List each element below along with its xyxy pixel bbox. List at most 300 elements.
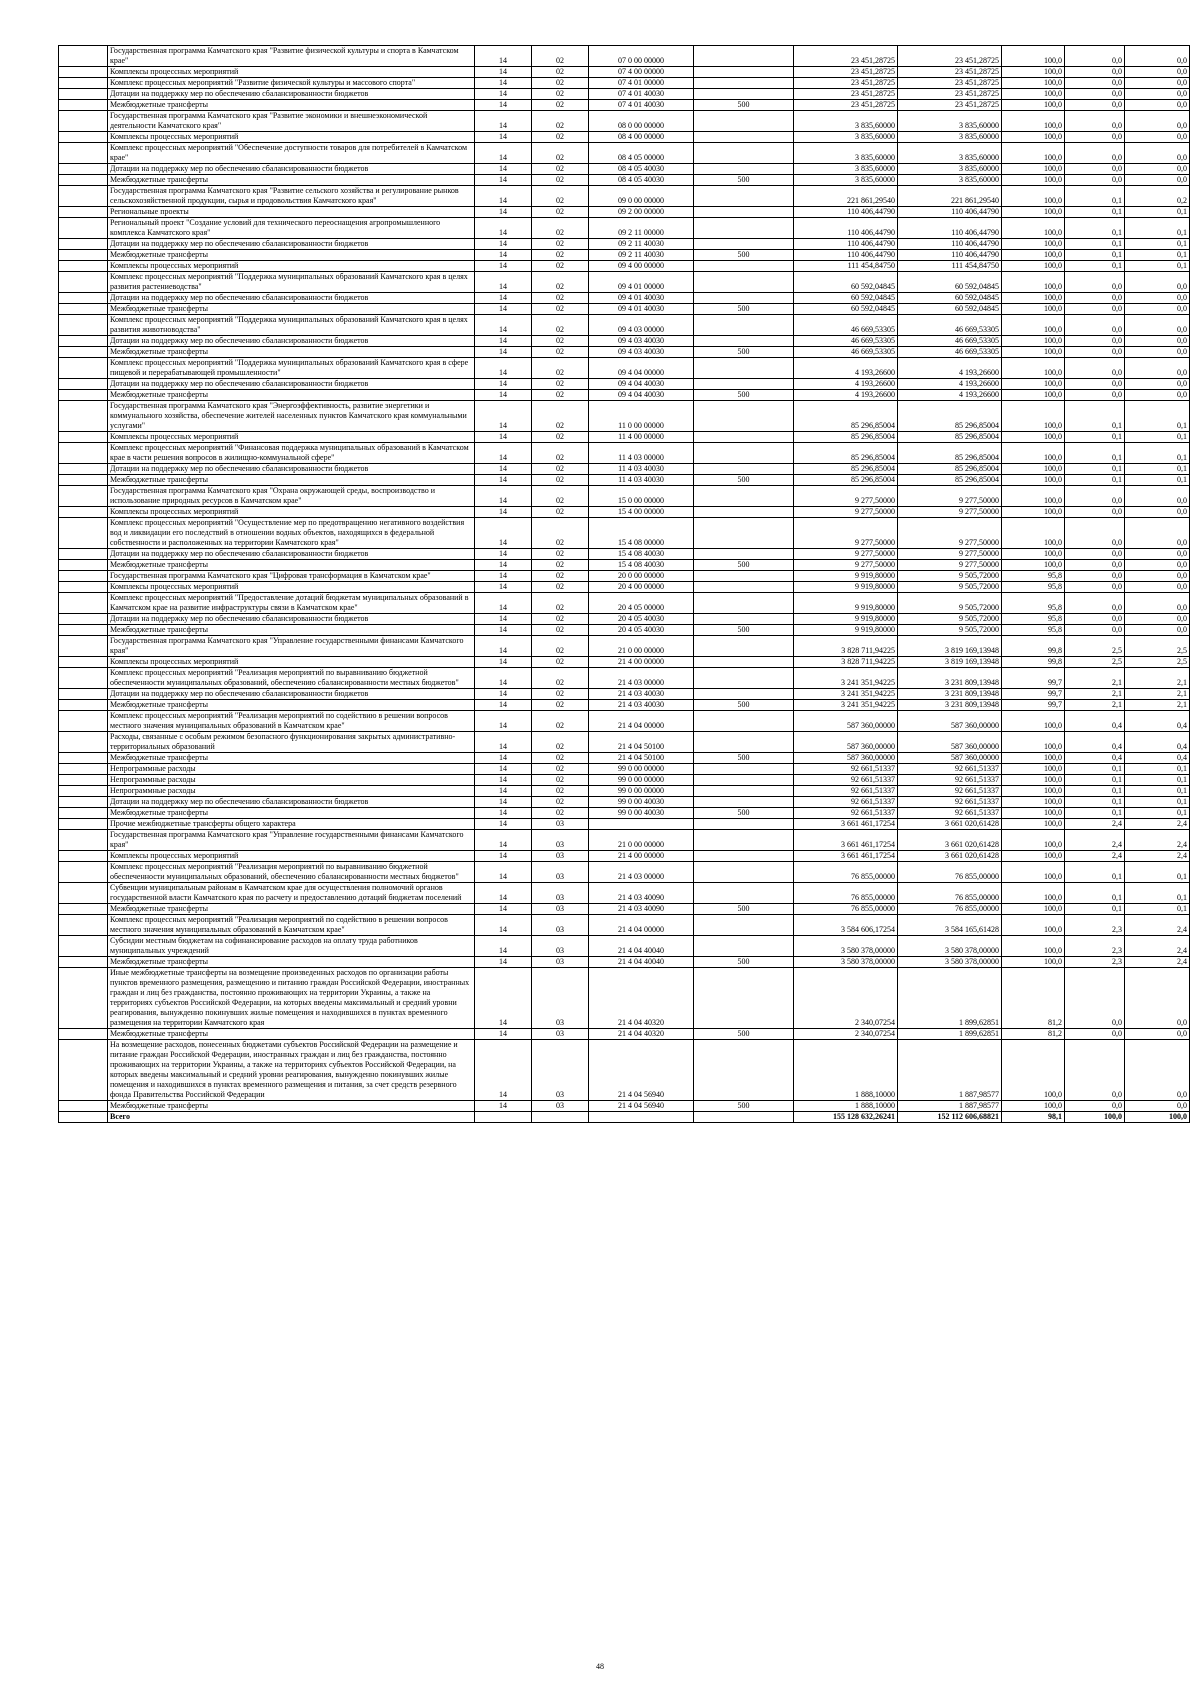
row-subsection: 02 [532, 732, 589, 753]
row-expense-type: 500 [694, 175, 794, 186]
row-blank-cell [59, 614, 108, 625]
row-subsection: 02 [532, 401, 589, 432]
table-row [59, 67, 1190, 78]
row-execution: 9 277,50000 [898, 518, 1002, 549]
row-execution: 152 112 606,68821 [898, 1112, 1002, 1123]
row-execution: 1 899,62851 [898, 1029, 1002, 1040]
row-expense-type [694, 732, 794, 753]
row-expense-type: 500 [694, 475, 794, 486]
row-target-article: 21 4 04 50100 [589, 732, 694, 753]
table-row [59, 507, 1190, 518]
row-share-2: 0,2 [1125, 186, 1190, 207]
table-row [59, 808, 1190, 819]
row-subsection: 02 [532, 379, 589, 390]
row-percent: 100,0 [1002, 1040, 1065, 1101]
row-subsection: 02 [532, 808, 589, 819]
row-target-article: 11 4 03 40030 [589, 475, 694, 486]
row-name: Субсидии местным бюджетам на софинансирование расходов на оплату труда работников муниципальных учреждений [108, 936, 475, 957]
row-percent: 100,0 [1002, 304, 1065, 315]
row-target-article: 08 4 05 40030 [589, 175, 694, 186]
row-name: Межбюджетные трансферты [108, 700, 475, 711]
table-row [59, 1040, 1190, 1101]
row-target-article: 09 4 01 40030 [589, 293, 694, 304]
row-section: 14 [475, 347, 532, 358]
row-target-article: 07 4 00 00000 [589, 67, 694, 78]
row-plan: 9 919,80000 [794, 593, 898, 614]
row-name: Непрограммные расходы [108, 786, 475, 797]
table-row [59, 797, 1190, 808]
row-share-1: 2,3 [1065, 957, 1125, 968]
row-execution: 587 360,00000 [898, 732, 1002, 753]
row-name: Комплексы процессных мероприятий [108, 582, 475, 593]
row-execution: 23 451,28725 [898, 67, 1002, 78]
row-execution: 76 855,00000 [898, 904, 1002, 915]
row-execution: 9 277,50000 [898, 549, 1002, 560]
row-section: 14 [475, 1101, 532, 1112]
row-name: Межбюджетные трансферты [108, 1029, 475, 1040]
row-expense-type: 500 [694, 625, 794, 636]
row-execution: 85 296,85004 [898, 401, 1002, 432]
row-expense-type: 500 [694, 100, 794, 111]
row-expense-type [694, 711, 794, 732]
row-target-article: 15 0 00 00000 [589, 486, 694, 507]
row-expense-type: 500 [694, 904, 794, 915]
row-subsection: 02 [532, 164, 589, 175]
row-blank-cell [59, 636, 108, 657]
row-percent: 100,0 [1002, 486, 1065, 507]
row-subsection: 02 [532, 272, 589, 293]
row-percent: 100,0 [1002, 560, 1065, 571]
row-subsection: 02 [532, 571, 589, 582]
row-share-2: 0,1 [1125, 401, 1190, 432]
row-percent: 100,0 [1002, 218, 1065, 239]
row-blank-cell [59, 936, 108, 957]
row-name: Непрограммные расходы [108, 775, 475, 786]
row-percent: 100,0 [1002, 250, 1065, 261]
row-expense-type [694, 432, 794, 443]
row-expense-type [694, 272, 794, 293]
row-target-article: 15 4 08 40030 [589, 560, 694, 571]
row-section: 14 [475, 593, 532, 614]
row-subsection: 02 [532, 132, 589, 143]
row-percent: 100,0 [1002, 830, 1065, 851]
row-plan: 1 888,10000 [794, 1101, 898, 1112]
table-row [59, 78, 1190, 89]
row-expense-type: 500 [694, 1029, 794, 1040]
row-name: Межбюджетные трансферты [108, 175, 475, 186]
row-share-2: 2,1 [1125, 689, 1190, 700]
row-target-article: 99 0 00 40030 [589, 808, 694, 819]
row-share-1: 2,5 [1065, 636, 1125, 657]
row-section: 14 [475, 132, 532, 143]
table-row [59, 764, 1190, 775]
row-percent: 100,0 [1002, 1101, 1065, 1112]
table-row [59, 1101, 1190, 1112]
row-subsection: 02 [532, 700, 589, 711]
row-execution: 1 887,98577 [898, 1040, 1002, 1101]
row-share-2: 0,0 [1125, 625, 1190, 636]
table-row [59, 379, 1190, 390]
row-share-2: 0,0 [1125, 164, 1190, 175]
row-expense-type: 500 [694, 560, 794, 571]
row-target-article: 15 4 08 00000 [589, 518, 694, 549]
row-target-article: 09 2 11 40030 [589, 250, 694, 261]
row-section: 14 [475, 636, 532, 657]
row-percent: 100,0 [1002, 549, 1065, 560]
row-section: 14 [475, 186, 532, 207]
row-plan: 3 241 351,94225 [794, 700, 898, 711]
row-percent: 100,0 [1002, 100, 1065, 111]
row-share-2: 0,0 [1125, 549, 1190, 560]
table-row [59, 132, 1190, 143]
row-execution: 9 505,72000 [898, 614, 1002, 625]
row-percent: 100,0 [1002, 143, 1065, 164]
row-name: Комплекс процессных мероприятий "Осуществление мер по предотвращению негативного воздействия вод и ликвидации его последствий в отношении водных объектов, находящихся в федеральной собственности и расположенных на территории Камчатского края" [108, 518, 475, 549]
row-share-2: 2,4 [1125, 830, 1190, 851]
row-share-2: 0,1 [1125, 261, 1190, 272]
table-row [59, 46, 1190, 67]
row-target-article: 09 0 00 00000 [589, 186, 694, 207]
row-section: 14 [475, 819, 532, 830]
row-share-2: 0,1 [1125, 464, 1190, 475]
row-name: Комплекс процессных мероприятий "Реализация мероприятий по содействию в решении вопросов местного значения муниципальных образований в Камчатском крае" [108, 711, 475, 732]
row-blank-cell [59, 657, 108, 668]
row-name: Межбюджетные трансферты [108, 1101, 475, 1112]
row-subsection: 02 [532, 186, 589, 207]
table-row [59, 336, 1190, 347]
row-percent: 100,0 [1002, 379, 1065, 390]
row-share-1: 0,1 [1065, 862, 1125, 883]
row-blank-cell [59, 486, 108, 507]
row-execution: 3 231 809,13948 [898, 668, 1002, 689]
row-subsection: 02 [532, 443, 589, 464]
row-share-1: 2,4 [1065, 819, 1125, 830]
row-subsection: 02 [532, 464, 589, 475]
row-name: Комплекс процессных мероприятий "Реализация мероприятий по выравниванию бюджетной обеспеченности муниципальных образований, обеспечению сбалансированности местных бюджетов" [108, 668, 475, 689]
table-row [59, 830, 1190, 851]
row-plan: 9 277,50000 [794, 486, 898, 507]
row-percent: 81,2 [1002, 1029, 1065, 1040]
row-share-1: 0,0 [1065, 315, 1125, 336]
table-row [59, 486, 1190, 507]
row-subsection: 02 [532, 625, 589, 636]
table-row [59, 272, 1190, 293]
row-execution: 46 669,53305 [898, 336, 1002, 347]
row-subsection: 02 [532, 775, 589, 786]
row-section: 14 [475, 46, 532, 67]
row-plan: 3 835,60000 [794, 111, 898, 132]
row-blank-cell [59, 186, 108, 207]
row-target-article: 21 4 03 00000 [589, 862, 694, 883]
row-percent: 100,0 [1002, 432, 1065, 443]
row-percent: 100,0 [1002, 78, 1065, 89]
row-percent: 100,0 [1002, 336, 1065, 347]
row-share-1: 0,0 [1065, 143, 1125, 164]
row-blank-cell [59, 293, 108, 304]
row-subsection [532, 1112, 589, 1123]
row-section: 14 [475, 830, 532, 851]
row-expense-type [694, 689, 794, 700]
row-subsection: 02 [532, 797, 589, 808]
row-target-article: 15 4 08 40030 [589, 549, 694, 560]
row-share-2: 0,0 [1125, 293, 1190, 304]
row-share-1: 0,0 [1065, 272, 1125, 293]
row-section: 14 [475, 390, 532, 401]
row-execution: 587 360,00000 [898, 711, 1002, 732]
row-share-2: 0,0 [1125, 272, 1190, 293]
table-row [59, 968, 1190, 1029]
row-target-article: 11 4 03 40030 [589, 464, 694, 475]
table-row [59, 775, 1190, 786]
table-total-row [59, 1112, 1190, 1123]
row-expense-type: 500 [694, 753, 794, 764]
row-section [475, 1112, 532, 1123]
row-plan: 2 340,07254 [794, 968, 898, 1029]
row-target-article [589, 1112, 694, 1123]
row-percent: 95,8 [1002, 614, 1065, 625]
row-subsection: 02 [532, 711, 589, 732]
row-expense-type: 500 [694, 700, 794, 711]
row-percent: 100,0 [1002, 819, 1065, 830]
table-row [59, 582, 1190, 593]
row-percent: 100,0 [1002, 175, 1065, 186]
row-name: Региональные проекты [108, 207, 475, 218]
row-name: Всего [108, 1112, 475, 1123]
row-subsection: 03 [532, 1040, 589, 1101]
row-target-article: 08 0 00 00000 [589, 111, 694, 132]
row-percent: 95,8 [1002, 593, 1065, 614]
row-blank-cell [59, 132, 108, 143]
row-name: Дотации на поддержку мер по обеспечению сбалансированности бюджетов [108, 164, 475, 175]
row-plan: 3 580 378,00000 [794, 957, 898, 968]
row-section: 14 [475, 239, 532, 250]
row-subsection: 03 [532, 819, 589, 830]
row-section: 14 [475, 625, 532, 636]
row-share-1: 0,1 [1065, 443, 1125, 464]
row-share-2: 0,0 [1125, 1029, 1190, 1040]
row-percent: 95,8 [1002, 571, 1065, 582]
row-execution: 587 360,00000 [898, 753, 1002, 764]
row-blank-cell [59, 347, 108, 358]
row-execution: 110 406,44790 [898, 239, 1002, 250]
row-name: Межбюджетные трансферты [108, 808, 475, 819]
row-plan: 3 241 351,94225 [794, 668, 898, 689]
row-blank-cell [59, 111, 108, 132]
table-row [59, 689, 1190, 700]
row-expense-type [694, 819, 794, 830]
row-target-article: 21 4 04 50100 [589, 753, 694, 764]
row-name: Государственная программа Камчатского края "Управление государственными финансами Камчатского края" [108, 636, 475, 657]
row-subsection: 02 [532, 560, 589, 571]
row-plan: 3 835,60000 [794, 132, 898, 143]
row-section: 14 [475, 700, 532, 711]
row-plan: 85 296,85004 [794, 475, 898, 486]
row-target-article: 09 4 03 40030 [589, 336, 694, 347]
row-share-1: 0,0 [1065, 593, 1125, 614]
row-plan: 3 835,60000 [794, 175, 898, 186]
row-target-article: 09 4 04 40030 [589, 390, 694, 401]
row-section: 14 [475, 915, 532, 936]
table-row [59, 786, 1190, 797]
page-number: 48 [596, 1662, 604, 1671]
row-expense-type [694, 164, 794, 175]
budget-table [58, 45, 1190, 1123]
row-share-1: 2,3 [1065, 936, 1125, 957]
row-expense-type [694, 1040, 794, 1101]
row-subsection: 03 [532, 968, 589, 1029]
table-row [59, 904, 1190, 915]
row-share-2: 0,0 [1125, 968, 1190, 1029]
row-plan: 110 406,44790 [794, 250, 898, 261]
row-expense-type [694, 657, 794, 668]
row-share-1: 0,0 [1065, 304, 1125, 315]
row-target-article: 21 4 04 56940 [589, 1040, 694, 1101]
row-plan: 92 661,51337 [794, 775, 898, 786]
row-share-1: 0,0 [1065, 549, 1125, 560]
row-blank-cell [59, 957, 108, 968]
row-plan: 4 193,26600 [794, 390, 898, 401]
row-subsection: 02 [532, 293, 589, 304]
row-execution: 4 193,26600 [898, 358, 1002, 379]
row-blank-cell [59, 432, 108, 443]
row-target-article: 09 2 11 40030 [589, 239, 694, 250]
row-execution: 3 584 165,61428 [898, 915, 1002, 936]
row-subsection: 02 [532, 507, 589, 518]
row-execution: 110 406,44790 [898, 207, 1002, 218]
row-execution: 3 835,60000 [898, 164, 1002, 175]
table-row [59, 358, 1190, 379]
row-expense-type [694, 46, 794, 67]
row-expense-type [694, 775, 794, 786]
row-plan: 76 855,00000 [794, 862, 898, 883]
row-expense-type: 500 [694, 390, 794, 401]
row-blank-cell [59, 401, 108, 432]
row-section: 14 [475, 549, 532, 560]
row-execution: 1 887,98577 [898, 1101, 1002, 1112]
row-execution: 23 451,28725 [898, 46, 1002, 67]
row-subsection: 02 [532, 549, 589, 560]
row-target-article: 09 2 00 00000 [589, 207, 694, 218]
row-share-2: 0,0 [1125, 593, 1190, 614]
row-share-2: 0,1 [1125, 207, 1190, 218]
row-share-1: 0,1 [1065, 475, 1125, 486]
row-expense-type [694, 862, 794, 883]
row-execution: 9 505,72000 [898, 571, 1002, 582]
row-target-article: 09 4 00 00000 [589, 261, 694, 272]
row-expense-type [694, 89, 794, 100]
table-row [59, 753, 1190, 764]
row-plan: 85 296,85004 [794, 401, 898, 432]
table-row [59, 250, 1190, 261]
row-blank-cell [59, 336, 108, 347]
row-expense-type [694, 207, 794, 218]
table-row [59, 732, 1190, 753]
row-expense-type [694, 239, 794, 250]
row-execution: 9 505,72000 [898, 582, 1002, 593]
row-expense-type: 500 [694, 957, 794, 968]
row-name: Дотации на поддержку мер по обеспечению сбалансированности бюджетов [108, 239, 475, 250]
row-plan: 9 919,80000 [794, 571, 898, 582]
row-share-2: 0,1 [1125, 797, 1190, 808]
row-blank-cell [59, 443, 108, 464]
row-expense-type [694, 218, 794, 239]
row-target-article: 08 4 05 00000 [589, 143, 694, 164]
table-row [59, 218, 1190, 239]
row-expense-type [694, 401, 794, 432]
row-subsection: 03 [532, 883, 589, 904]
row-target-article: 99 0 00 00000 [589, 775, 694, 786]
table-row [59, 711, 1190, 732]
row-blank-cell [59, 89, 108, 100]
budget-table-body [59, 46, 1190, 1123]
row-expense-type: 500 [694, 1101, 794, 1112]
row-section: 14 [475, 732, 532, 753]
row-expense-type [694, 132, 794, 143]
row-plan: 587 360,00000 [794, 732, 898, 753]
row-share-2: 0,0 [1125, 486, 1190, 507]
row-execution: 9 277,50000 [898, 486, 1002, 507]
row-execution: 60 592,04845 [898, 272, 1002, 293]
row-plan: 3 835,60000 [794, 164, 898, 175]
row-section: 14 [475, 1029, 532, 1040]
row-blank-cell [59, 830, 108, 851]
row-blank-cell [59, 475, 108, 486]
row-share-1: 0,0 [1065, 78, 1125, 89]
row-subsection: 02 [532, 250, 589, 261]
row-subsection: 02 [532, 336, 589, 347]
row-share-2: 0,0 [1125, 379, 1190, 390]
row-target-article: 99 0 00 00000 [589, 786, 694, 797]
row-share-1: 0,0 [1065, 132, 1125, 143]
row-target-article: 20 4 00 00000 [589, 582, 694, 593]
row-plan: 3 661 461,17254 [794, 851, 898, 862]
row-share-2: 0,0 [1125, 390, 1190, 401]
table-row [59, 315, 1190, 336]
row-execution: 4 193,26600 [898, 390, 1002, 401]
row-share-2: 2,4 [1125, 957, 1190, 968]
row-execution: 23 451,28725 [898, 89, 1002, 100]
row-execution: 3 819 169,13948 [898, 636, 1002, 657]
row-target-article: 21 4 04 00000 [589, 915, 694, 936]
row-execution: 3 231 809,13948 [898, 700, 1002, 711]
row-share-2: 0,1 [1125, 475, 1190, 486]
row-execution: 92 661,51337 [898, 764, 1002, 775]
row-percent: 100,0 [1002, 67, 1065, 78]
row-blank-cell [59, 808, 108, 819]
row-section: 14 [475, 657, 532, 668]
row-name: Межбюджетные трансферты [108, 904, 475, 915]
row-target-article: 20 4 05 00000 [589, 593, 694, 614]
row-subsection: 03 [532, 957, 589, 968]
row-plan: 46 669,53305 [794, 347, 898, 358]
row-name: Комплексы процессных мероприятий [108, 261, 475, 272]
row-blank-cell [59, 689, 108, 700]
row-percent: 100,0 [1002, 186, 1065, 207]
row-blank-cell [59, 175, 108, 186]
row-plan: 110 406,44790 [794, 239, 898, 250]
row-name: Государственная программа Камчатского края "Развитие сельского хозяйства и регулирование рынков сельскохозяйственной продукции, сырья и продовольствия Камчатского края" [108, 186, 475, 207]
row-share-1: 0,0 [1065, 293, 1125, 304]
row-share-1: 0,1 [1065, 883, 1125, 904]
row-share-1: 0,0 [1065, 100, 1125, 111]
row-section: 14 [475, 797, 532, 808]
row-target-article: 20 4 05 40030 [589, 614, 694, 625]
row-share-2: 0,0 [1125, 175, 1190, 186]
row-share-2: 0,0 [1125, 336, 1190, 347]
row-section: 14 [475, 689, 532, 700]
row-subsection: 02 [532, 207, 589, 218]
row-section: 14 [475, 1040, 532, 1101]
